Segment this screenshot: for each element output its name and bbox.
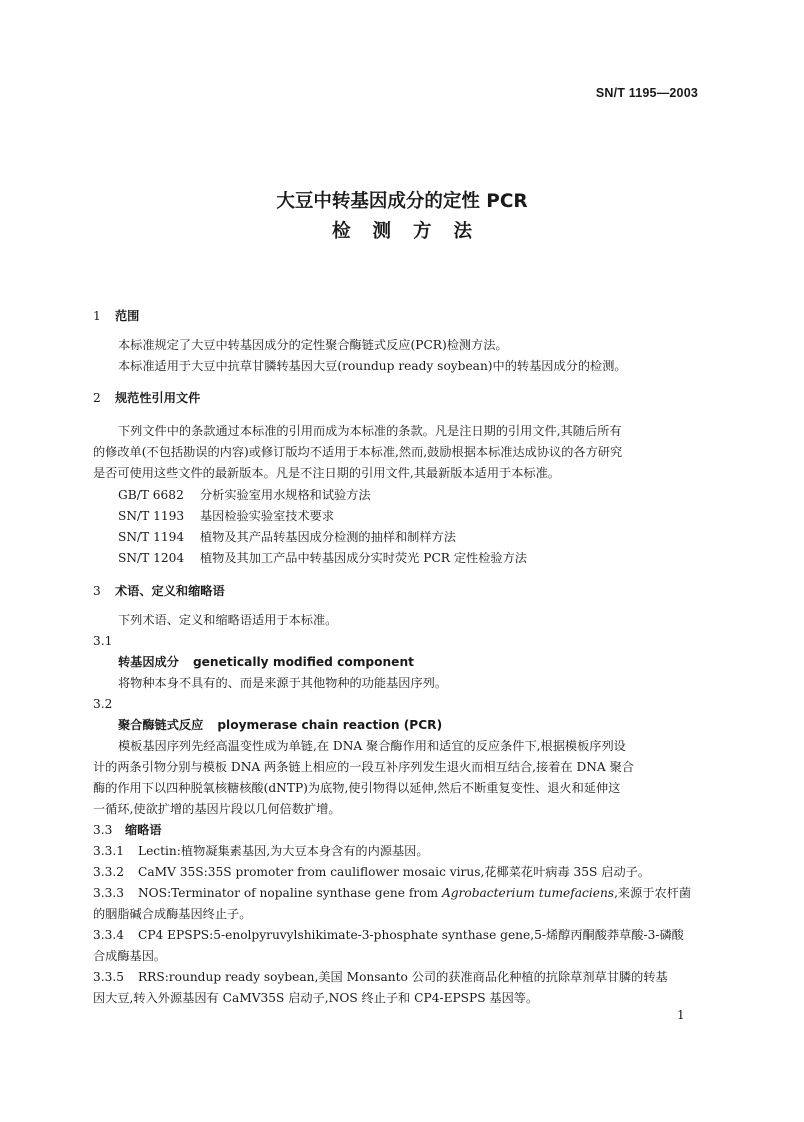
- reference-code: SN/T 1194: [118, 530, 185, 544]
- abbreviation-continuation: 合成酶基因。: [93, 949, 167, 963]
- paragraph-line: 的修改单(不包括勘误的内容)或修订版均不适用于本标准,然而,鼓励根据本标准达成协议的各方研究: [93, 445, 623, 459]
- section-title: 范围: [115, 309, 140, 323]
- paragraph: 本标准适用于大豆中抗草甘膦转基因大豆(roundup ready soybean)中的转基因成分的检测。: [118, 359, 627, 373]
- reference-item: [118, 529, 456, 545]
- abbreviation-text: CP4 EPSPS:5-enolpyruvylshikimate-3-phosphate synthase gene,5-烯醇丙酮酸莽草酸-3-磷酸: [138, 928, 684, 942]
- abbreviation-item: [93, 969, 668, 985]
- reference-item: [118, 550, 527, 566]
- abbreviation-number: 3.3.2: [93, 865, 125, 879]
- abbreviation-text: CaMV 35S:35S promoter from cauliflower mosaic virus,花椰菜花叶病毒 35S 启动子。: [138, 865, 651, 879]
- term-definition-line: 一循环,使欲扩增的基因片段以几何倍数扩增。: [93, 802, 341, 816]
- term-english: ploymerase chain reaction (PCR): [217, 718, 443, 732]
- paragraph: 本标准规定了大豆中转基因成分的定性聚合酶链式反应(PCR)检测方法。: [118, 338, 508, 352]
- paragraph-line: 下列文件中的条款通过本标准的引用而成为本标准的条款。凡是注日期的引用文件,其随后所有: [118, 424, 622, 438]
- abbreviation-item: [93, 885, 691, 901]
- term-definition-line: 计的两条引物分别与模板 DNA 两条链上相应的一段互补序列发生退火而相互结合,接着在 DNA 聚合: [93, 760, 634, 774]
- reference-title: 基因检验实验室技术要求: [200, 509, 335, 523]
- abbreviation-text: NOS:Terminator of nopaline synthase gene from: [138, 886, 442, 900]
- reference-code: SN/T 1193: [118, 509, 185, 523]
- abbreviation-number: 3.3.5: [93, 970, 125, 984]
- abbreviation-text: ,来源于农杆菌: [614, 886, 692, 900]
- abbreviation-item: [93, 864, 650, 880]
- section-2-heading: [93, 390, 200, 406]
- abbreviation-number: 3.3.1: [93, 844, 125, 858]
- reference-code: GB/T 6682: [118, 488, 184, 502]
- species-name: Agrobacterium tumefaciens: [441, 886, 615, 900]
- abbreviation-continuation: 的胭脂碱合成酶基因终止子。: [93, 907, 252, 921]
- term-number: 3.2: [93, 697, 113, 711]
- section-title: 规范性引用文件: [115, 391, 201, 405]
- term-definition-line: 酶的作用下以四种脱氧核糖核酸(dNTP)为底物,使引物得以延伸,然后不断重复变性、退火和延伸这: [93, 781, 621, 795]
- reference-code: SN/T 1204: [118, 551, 185, 565]
- term-definition: 将物种本身不具有的、而是来源于其他物种的功能基因序列。: [118, 676, 448, 690]
- section-title: 术语、定义和缩略语: [115, 584, 225, 598]
- document-title: 大豆中转基因成分的定性 PCR: [276, 191, 528, 212]
- section-number: 2: [93, 391, 101, 405]
- section-1-heading: [93, 308, 139, 324]
- abbreviation-item: [93, 927, 684, 943]
- paragraph-line: 是否可使用这些文件的最新版本。凡是不注日期的引用文件,其最新版本适用于本标准。: [93, 466, 560, 480]
- abbreviation-text: RRS:roundup ready soybean,美国 Monsanto 公司的获准商品化种植的抗除草剂草甘膦的转基: [138, 970, 668, 984]
- standard-code: SN/T 1195—2003: [595, 86, 698, 100]
- paragraph: 下列术语、定义和缩略语适用于本标准。: [118, 613, 338, 627]
- term-english: genetically modified component: [192, 655, 414, 669]
- reference-item: [118, 487, 371, 503]
- term-heading: [118, 654, 414, 670]
- reference-item: [118, 508, 334, 524]
- term-number: 3.1: [93, 634, 113, 648]
- section-number: 3.3: [93, 823, 113, 837]
- abbreviation-text: Lectin:植物凝集素基因,为大豆本身含有的内源基因。: [138, 844, 429, 858]
- abbreviation-number: 3.3.4: [93, 928, 125, 942]
- section-number: 1: [93, 309, 101, 323]
- page-number: 1: [677, 1008, 685, 1022]
- section-title: 缩略语: [125, 823, 162, 837]
- term-heading: [118, 717, 442, 733]
- section-3-heading: [93, 583, 225, 599]
- reference-title: 植物及其加工产品中转基因成分实时荧光 PCR 定性检验方法: [200, 551, 527, 565]
- reference-title: 植物及其产品转基因成分检测的抽样和制样方法: [200, 530, 456, 544]
- abbreviation-continuation: 因大豆,转入外源基因有 CaMV35S 启动子,NOS 终止子和 CP4-EPSPS 基因等。: [93, 991, 539, 1005]
- abbreviation-number: 3.3.3: [93, 886, 125, 900]
- section-number: 3: [93, 584, 101, 598]
- subsection-3-3-heading: [93, 822, 162, 838]
- term-definition-line: 模板基因序列先经高温变性成为单链,在 DNA 聚合酶作用和适宜的反应条件下,根据模板序列设: [118, 739, 626, 753]
- term-chinese: 聚合酶链式反应: [118, 718, 204, 732]
- term-chinese: 转基因成分: [118, 655, 179, 669]
- abbreviation-item: [93, 843, 429, 859]
- reference-title: 分析实验室用水规格和试验方法: [200, 488, 371, 502]
- document-subtitle: 检测方法: [331, 221, 494, 242]
